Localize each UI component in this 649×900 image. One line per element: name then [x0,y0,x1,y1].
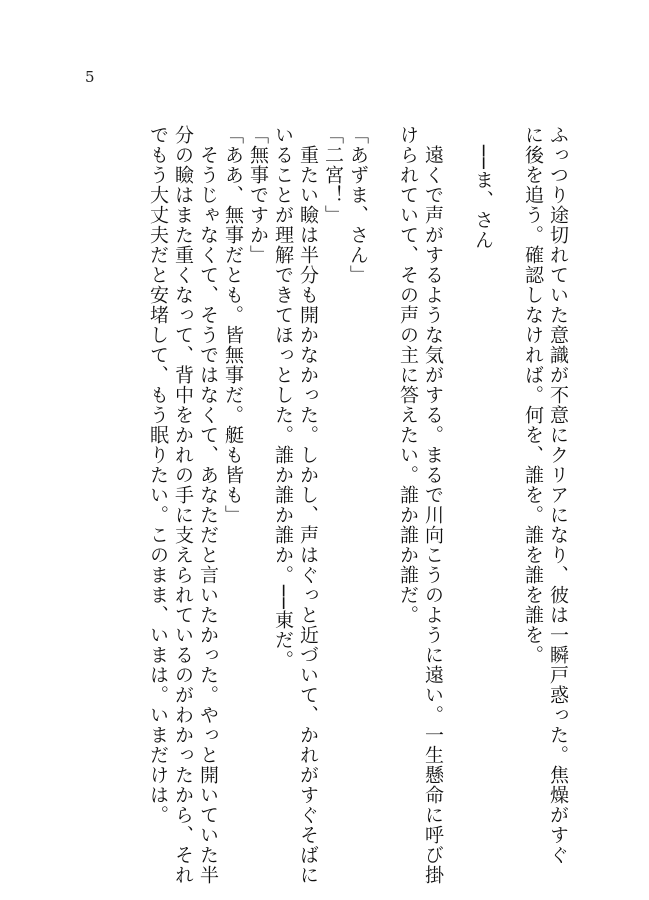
blank-line [370,125,395,795]
dialogue-line: 「無事ですか」 [247,125,269,265]
text-line: ふっつり途切れていた意識が不意にクリアになり、彼は一瞬戸惑った。焦燥がすぐ [547,125,569,865]
blank-line [445,125,470,795]
text-line: 遠くで声がするような気がする。まるで川向こうのように遠い。一生懸命に呼び掛 [422,125,444,885]
vertical-text-body [80,125,570,885]
page-number: 5 [85,68,95,86]
blank-line [495,125,520,795]
text-line: に後を追う。確認しなければ。何を、誰を。誰を誰を誰を。 [522,125,544,665]
text-line: でもう大丈夫だと安堵して、もう眠りたい。このまま、いまは。いまだけは。 [147,125,169,825]
text-line: いることが理解できてほっとした。誰か誰か誰か。──東だ。 [272,125,294,670]
text-line: ──ま、さん [472,125,494,250]
dialogue-line: 「あずま、さん」 [347,125,369,285]
text-line: そうじゃなくて、そうではなくて、あなただと言いたかった。やっと開いていた半 [197,125,219,885]
text-line: 重たい瞼は半分も開かなかった。しかし、声はぐっと近づいて、かれがすぐそばに [297,125,319,885]
dialogue-line: 「二宮！」 [322,125,344,225]
text-line: 分の瞼はまた重くなって、背中をかれの手に支えられているのがわかったから、それ [172,125,194,885]
text-line: けられていて、その声の主に答えたい。誰か誰か誰だ。 [397,125,419,625]
dialogue-line: 「ああ、無事だとも。皆無事だ。艇も皆も」 [222,125,244,525]
